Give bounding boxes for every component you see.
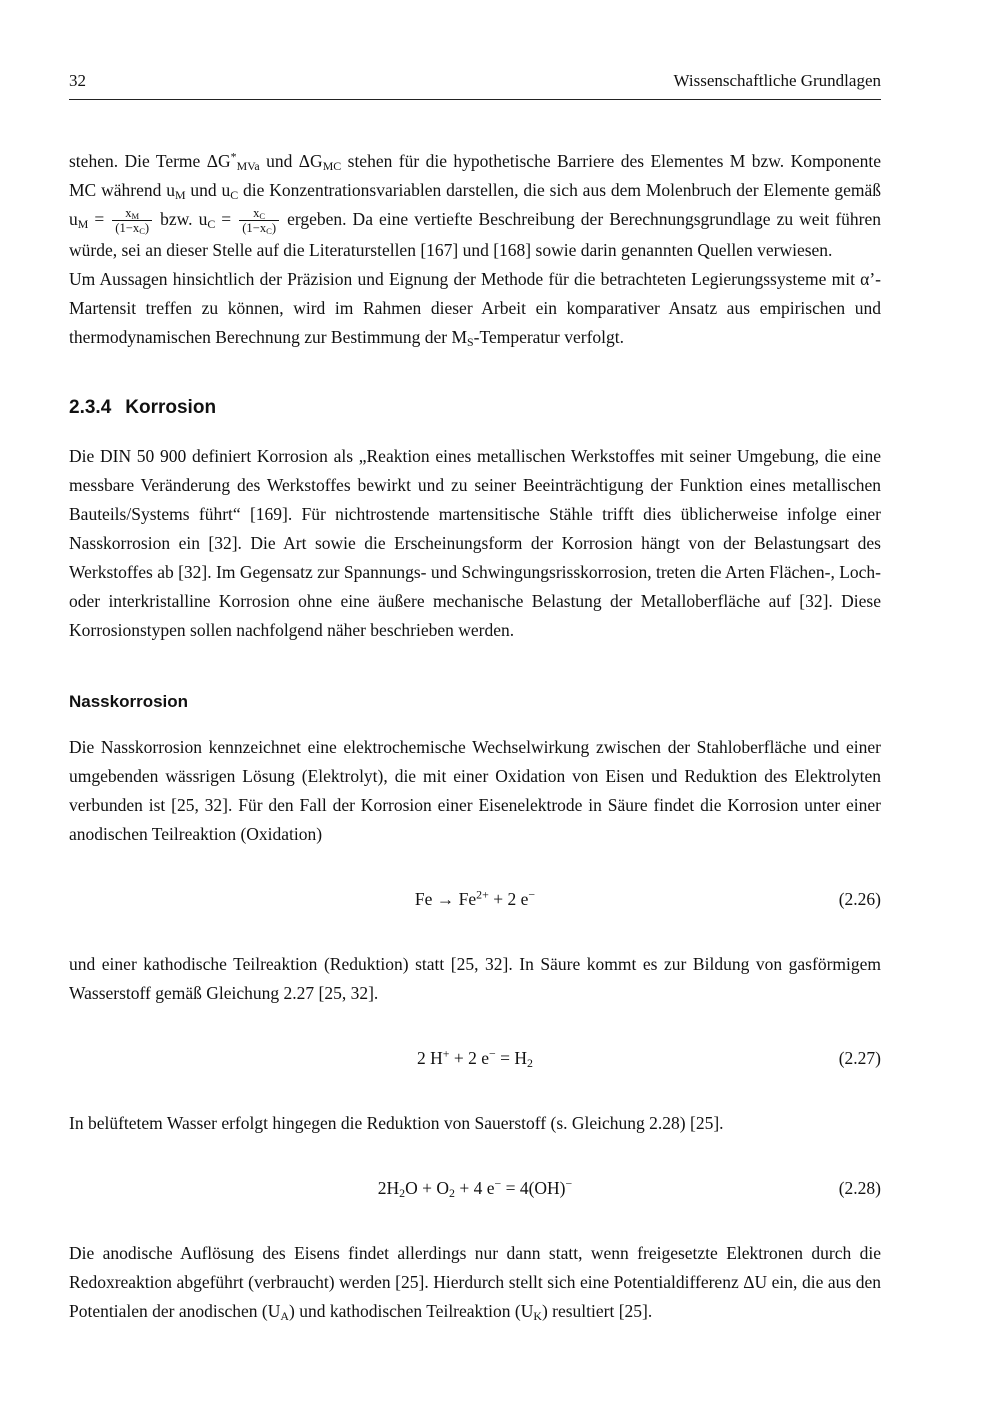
equation-oxygen-reduction bbox=[69, 1174, 881, 1203]
paragraph-aerated-water: In belüftetem Wasser erfolgt hingegen die Reduktion von Sauerstoff (s. Gleichung 2.28) [25]. bbox=[69, 1112, 724, 1133]
paragraph-nasskorrosion-intro: Die Nasskorrosion kennzeichnet eine elektrochemische Wechselwirkung zwischen der Stahloberfläche und einer umgebenden wässrigen Lösung (Elektrolyt), die mit einer Oxidation von Eisen und Reduktion des Elektrolyten verbunden ist [25, 32]. Für den Fall der Korrosion einer Eisenelektrode in Säure findet die Korrosion unter einer anodischen Teilreaktion (Oxidation) bbox=[69, 736, 881, 844]
equation-formula: $Fe \to Fe^{2+} + 2$ e− bbox=[414, 887, 536, 909]
paragraph-delta-g-terms: stehen. Die Terme $\Delta G^*_{MVa}$ und $\Delta G_{MC}$ stehen für die hypothetische Barriere des Elementes M bzw. Komponente MC während $u_M$ und $u_C$ die Konzentrationsvariablen darstellen, die sich aus dem Molenbruch der Elemente gemäß $u_M$ = $\frac{x_M}{(1-x_C)}$ bzw. $u_C$ = $\frac{x_C}{(1-x_C)}$ ergeben. Da eine vertiefte Beschreibung der Berechnungsgrundlage zu weit führen würde, sei an dieser Stelle auf die Literaturstellen [167] und [168] sowie darin genannten Quellen verwiesen. bbox=[69, 149, 882, 260]
paragraph-din-definition: Die DIN 50 900 definiert Korrosion als „Reaktion eines metallischen Werkstoffes mit seiner Umgebung, die eine messbare Veränderung des Werkstoffes bewirkt und zu seiner Beeinträchtigung der Funktion eines metallischen Bauteils/Systems führt“ [169]. Für nichtrostende martensitische Stähle trifft dies üblicherweise infolge einer Nasskorrosion ein [32]. Die Art sowie die Erscheinungsform der Korrosion hängt von der Belastungsart des Werkstoffes ab [32]. Im Gegensatz zur Spannungs- und Schwingungsrisskorrosion, treten die Arten Flächen-, Loch- oder interkristalline Korrosion ohne eine äußere mechanische Belastung der Metalloberfläche auf [32]. Diese Korrosionstypen sollen nachfolgend näher beschrieben werden. bbox=[69, 445, 881, 640]
section-number: 2.3.4 bbox=[69, 396, 112, 418]
running-title: Wissenschaftliche Grundlagen bbox=[673, 71, 881, 90]
page-number: 32 bbox=[69, 71, 86, 90]
paragraph-comparative-approach: Um Aussagen hinsichtlich der Präzision und Eignung der Methode für die betrachteten Legierungssysteme mit α’-Martensit treffen zu können, wird im Rahmen dieser Arbeit ein komparativer Ansatz aus empirischen und thermodynamischen Berechnung zur Bestimmung der $M_S$-Temperatur verfolgt. bbox=[69, 268, 881, 349]
paragraph-potential-difference: Die anodische Auflösung des Eisens findet allerdings nur dann statt, wenn freigesetzte Elektronen durch die Redoxreaktion abgeführt (verbraucht) werden [25]. Hierdurch stellt sich eine Potentialdifferenz ΔU ein, die aus den Potentialen der anodischen $(U_A)$ und kathodischen Teilreaktion $(U_K)$ resultiert [25]. bbox=[69, 1242, 881, 1323]
equation-number: (2.27) bbox=[838, 1047, 881, 1068]
equation-formula: 2 H+ + 2 $e^- = H_2$ bbox=[417, 1046, 533, 1070]
subsection-heading-nasskorrosion: Nasskorrosion bbox=[69, 691, 189, 711]
section-title: Korrosion bbox=[125, 396, 217, 418]
header-rule bbox=[69, 99, 881, 100]
section-heading-korrosion bbox=[69, 396, 881, 420]
equation-number: (2.26) bbox=[838, 888, 881, 909]
page-header bbox=[69, 70, 881, 99]
equation-number: (2.28) bbox=[838, 1177, 881, 1198]
equation-formula: $2H_2O + O_2 + 4$ e− = 4(OH)− bbox=[377, 1176, 573, 1200]
paragraph-cathodic-reaction: und einer kathodische Teilreaktion (Reduktion) statt [25, 32]. In Säure kommt es zur Bildung von gasförmigem Wasserstoff gemäß Gleichung 2.27 [25, 32]. bbox=[69, 953, 881, 1003]
equation-anodic-reaction bbox=[69, 885, 881, 914]
equation-hydrogen-formation bbox=[69, 1044, 881, 1073]
